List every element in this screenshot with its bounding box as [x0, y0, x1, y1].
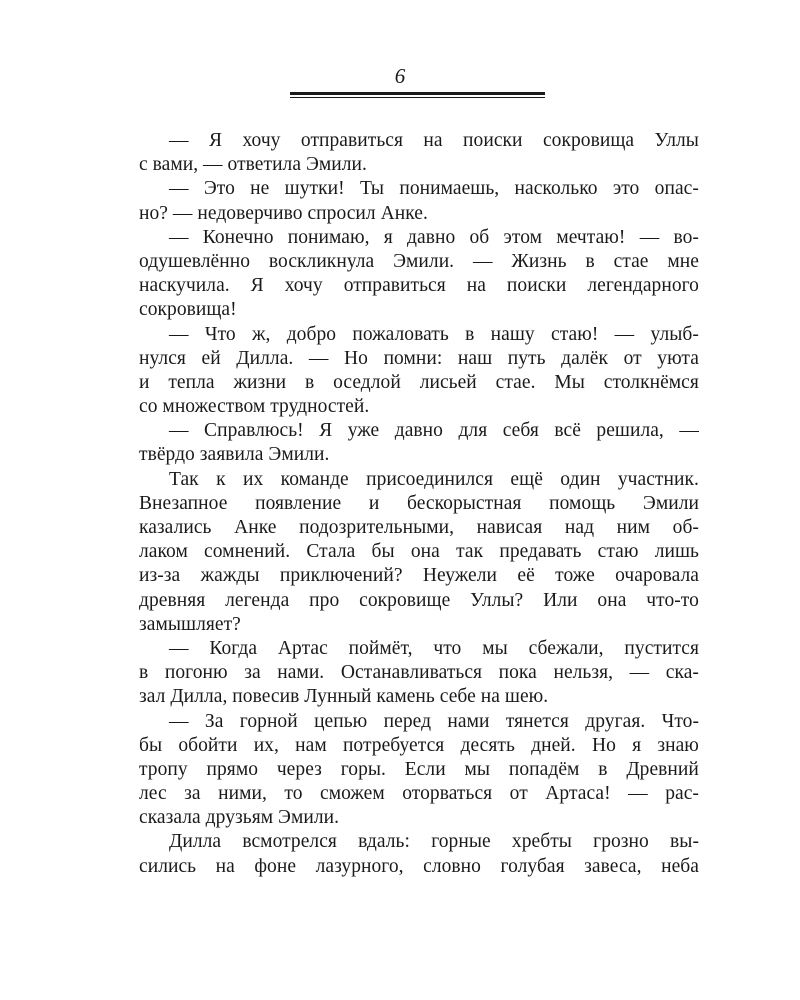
text-line: твёрдо заявила Эмили.: [139, 444, 330, 466]
text-line: Так к их команде присоединился ещё один участник.: [169, 468, 699, 490]
page-header: [0, 64, 800, 88]
text-line: сокровища!: [139, 299, 237, 321]
text-line: но? — недоверчиво спросил Анке.: [139, 202, 428, 224]
text-line: древняя легенда про сокровище Уллы? Или она что-то: [139, 589, 699, 611]
text-line: Дилла всмотрелся вдаль: горные хребты грозно вы-: [169, 831, 699, 853]
text-line: — За горной цепью перед нами тянется другая. Что-: [169, 710, 699, 732]
text-line: — Я хочу отправиться на поиски сокровища Уллы: [169, 130, 699, 151]
text-line: со множеством трудностей.: [139, 396, 370, 418]
text-line: наскучила. Я хочу отправиться на поиски легендарного: [139, 275, 699, 297]
text-line: — Когда Артас поймёт, что мы сбежали, пустится: [169, 637, 699, 659]
text-line: сились на фоне лазурного, словно голубая завеса, неба: [139, 855, 699, 877]
text-line: и тепла жизни в оседлой лисьей стае. Мы столкнёмся: [139, 371, 699, 393]
text-line: — Конечно понимаю, я давно об этом мечтаю! — во-: [169, 226, 699, 248]
text-line: — Это не шутки! Ты понимаешь, насколько это опас-: [169, 178, 699, 200]
text-line: — Справлюсь! Я уже давно для себя всё решила, —: [169, 420, 699, 442]
header-rule: [290, 92, 545, 95]
body-text: [139, 129, 699, 879]
text-line: зал Дилла, повесив Лунный камень себе на шею.: [139, 686, 549, 708]
header-rule-thin: [290, 97, 545, 98]
text-line: нулся ей Дилла. — Но помни: наш путь далёк от уюта: [139, 347, 699, 369]
text-line: с вами, — ответила Эмили.: [139, 154, 367, 176]
text-line: бы обойти их, нам потребуется десять дней. Но я знаю: [139, 734, 699, 756]
page-number: 6: [394, 64, 406, 88]
text-line: тропу прямо через горы. Если мы попадём в Древний: [139, 758, 699, 780]
text-line: сказала друзьям Эмили.: [139, 807, 340, 829]
text-line: замышляет?: [139, 613, 241, 635]
text-line: в погоню за нами. Останавливаться пока нельзя, — ска-: [139, 662, 699, 684]
text-line: одушевлённо воскликнула Эмили. — Жизнь в стае мне: [139, 250, 699, 272]
text-line: казались Анке подозрительными, нависая над ним об-: [139, 517, 699, 538]
text-line: лес за ними, то сможем оторваться от Артаса! — рас-: [139, 783, 699, 805]
text-line: из-за жажды приключений? Неужели её тоже очаровала: [139, 565, 699, 587]
text-line: Внезапное появление и бескорыстная помощь Эмили: [139, 492, 699, 514]
text-line: — Что ж, добро пожаловать в нашу стаю! — улыб-: [169, 323, 699, 345]
text-line: лаком сомнений. Стала бы она так предавать стаю лишь: [139, 541, 699, 563]
